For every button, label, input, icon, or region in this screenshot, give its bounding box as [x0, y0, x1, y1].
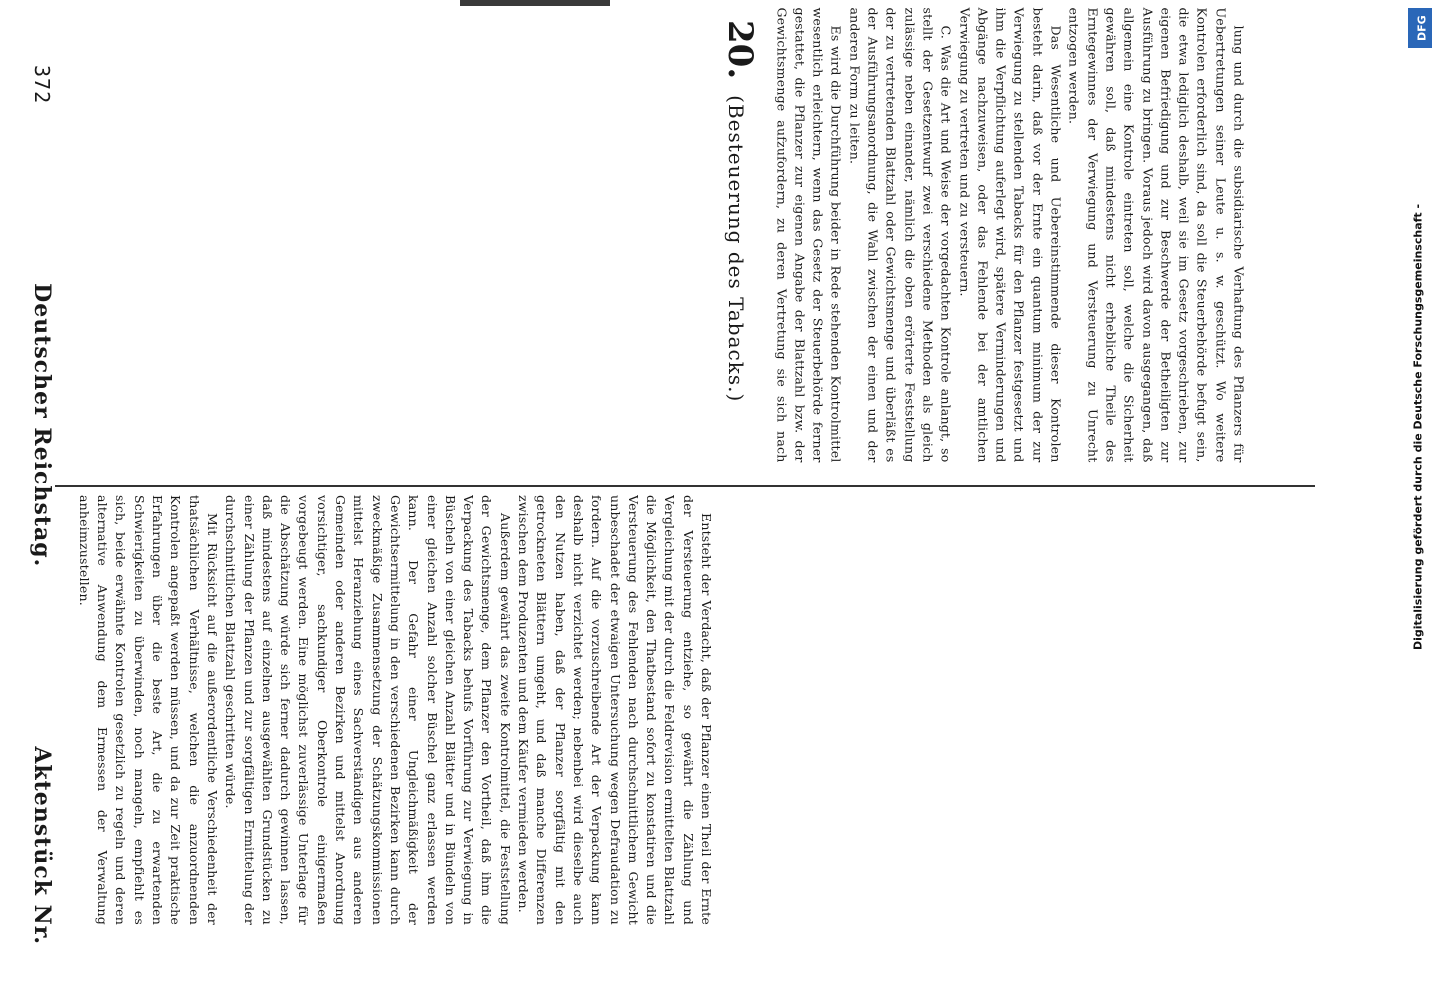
running-header-left — [29, 65, 55, 945]
paragraph: Entsteht der Verdacht, daß der Pflanzer einen Theil der Ernte der Versteuerung entziehe, so gewährt die Zählung und Vergleichung mit der durch die Feldrevision ermittelten Blattzahl die Möglichkeit, den Thatbestand sofort zu konstatiren und die Versteuerung des Fehlenden nach durchschnittlichem Gewicht unbeschadet der etwaigen Untersuchung wegen Defraudation zu fordern. Auf die vorzuschreibende Art der Verpackung kann deshalb nicht verzichtet werden; nebenbei wird dieselbe auch den Nutzen haben, daß der Pflanzer sorgfältig mit den getrockneten Blättern umgeht, und daß manche Differenzen zwischen dem Produzenten und dem Käufer vermieden werden. — [516, 495, 714, 925]
column-divider — [55, 485, 1315, 487]
text-column-left — [75, 495, 715, 925]
paragraph: lung und durch die subsidiarische Verhaftung des Pflanzers für Uebertretungen seiner Leute u. s. w. geschützt. Wo weitere Kontrolen erforderlich sind, da soll die Steuerbehörde befugt sein, die etwa lediglich deshalb, weil sie im Gesetz vorgeschrieben, zur eigenen Befriedigung und zur Beschwerde der Betheiligten zur Ausführung zu bringen. Voraus jedoch wird davon ausgegangen, daß allgemein eine Kontrole eintreten soll, welche die Sicherheit gewähren soll, daß mindestens nicht erhebliche Theile des Erntegewinnes der Verwiegung und Versteuerung zu Unrecht entzogen werden. — [1066, 7, 1247, 463]
paragraph: Mit Rücksicht auf die außerordentliche Verschiedenheit der thatsächlichen Verhältnisse, welchen die anzuordnenden Kontrolen angepaßt werden müssen, und da zur Zeit praktische Erfahrungen über die beste Art, die zu erwartenden Schwierigkeiten zu überwinden, noch mangeln, empfiehlt es sich, beide erwähnte Kontrolen gesetzlich zu regeln und deren alternative Anwendung dem Ermessen der Verwaltung anheimzustellen. — [76, 495, 220, 925]
document-number: 20. — [720, 20, 760, 80]
paragraph: Das Wesentliche und Uebereinstimmende dieser Kontrolen besteht darin, daß vor der Ernte ein quantum minimum der zur Verwiegung zu stellenden Tabacks für den Pflanzer festgesetzt und ihm die Verpflichtung auferlegt wird, spätere Verminderungen und Abgänge nachzuweisen, oder das Fehlende bei der amtlichen Verwiegung zu vertreten und zu versteuern. — [957, 7, 1064, 463]
digitization-credit: Digitalisierung gefördert durch die Deutsche Forschungsgemeinschaft - — [1411, 203, 1425, 650]
scan-edge-mark — [460, 0, 610, 6]
text-column-right — [773, 8, 1248, 463]
page-number: 372 — [30, 65, 54, 105]
document-label: Aktenstück Nr. — [29, 746, 55, 945]
paragraph: C. Was die Art und Weise der vorgedachten Kontrole anlangt, so stellt der Gesetzentwurf zwei verschiedene Methoden als gleich zulässige neben einander, nämlich die oben erörterte Feststellung der zu vertretenden Blattzahl oder Gewichtsmenge und überläßt es der Ausführungsanordnung, die Wahl zwischen der einen und der anderen Form zu leiten. — [847, 7, 954, 463]
paragraph: Es wird die Durchführung beider in Rede stehenden Kontrolmittel wesentlich erleichtern, wenn das Gesetz der Steuerbehörde ferner gestattet, die Pflanzer zur eigenen Angabe der Blattzahl bzw. der Gewichtsmenge aufzufordern, zu deren Vertretung sie sich nach — [774, 7, 844, 463]
paragraph: Außerdem gewährt das zweite Kontrolmittel, die Feststellung der Gewichtsmenge, dem Pflanzer den Vortheil, daß ihm die Verpackung des Tabacks behufs Vorführung zur Verwiegung in Büscheln von einer gleichen Anzahl Blätter und in Bündeln von einer gleichen Anzahl solcher Büschel ganz erlassen werden kann. Der Gefahr einer Ungleichmäßigkeit der Gewichtsermittelung in den verschiedenen Bezirken kann durch zweckmäßige Zusammensetzung der Schätzungskommissionen mittelst Heranziehung eines Sachverständigen aus anderen Gemeinden oder anderen Bezirken und mittelst Anordnung vorsichtiger, sachkundiger Oberkontrole einigermaßen vorgebeugt werden. Eine möglichst zuverlässige Unterlage für die Abschätzung würde sich ferner dadurch gewinnen lassen, daß mindestens auf einzelnen ausgewählten Grundstücken zu einer Zählung der Pflanzen und zur sorgfältigen Ermittelung der durchschnittlichen Blattzahl geschritten würde. — [223, 495, 513, 925]
running-header-right — [720, 20, 760, 460]
running-title: Deutscher Reichstag. — [29, 283, 55, 568]
document-subtitle: (Besteuerung des Tabacks.) — [724, 95, 748, 403]
dfg-logo-icon: DFG — [1408, 8, 1432, 48]
